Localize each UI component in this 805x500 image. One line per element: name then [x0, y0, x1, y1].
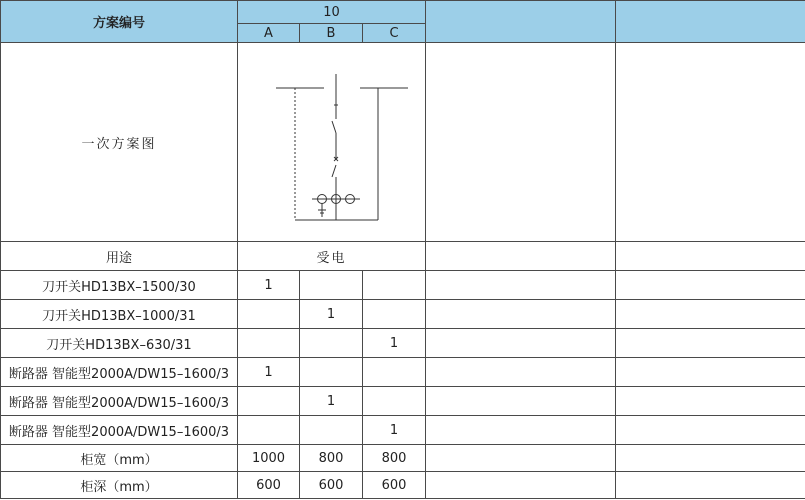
blank-cell	[616, 445, 805, 472]
blank-cell	[426, 387, 616, 416]
table-row	[1, 358, 805, 387]
cell-a	[238, 416, 300, 445]
header-blank-2	[616, 1, 805, 43]
row-label: 柜宽（mm）	[1, 445, 238, 472]
row-label: 刀开关HD13BX–1500/30	[1, 271, 238, 300]
cell-b: 1	[300, 387, 363, 416]
purpose-blank-1	[426, 242, 616, 271]
diagram-blank-1	[426, 43, 616, 242]
table-row	[1, 271, 805, 300]
scheme-label: 方案编号	[1, 1, 238, 43]
blank-cell	[616, 472, 805, 499]
header-blank-1	[426, 1, 616, 43]
purpose-label: 用途	[1, 242, 238, 271]
blank-cell	[616, 300, 805, 329]
row-label: 断路器 智能型2000A/DW15–1600/3	[1, 387, 238, 416]
diagram-blank-2	[616, 43, 805, 242]
single-line-diagram	[238, 47, 426, 237]
blank-cell	[616, 271, 805, 300]
diagram-row	[1, 43, 805, 242]
blank-cell	[426, 445, 616, 472]
breaker-blade	[332, 165, 336, 177]
diagram-cell	[238, 43, 426, 242]
blank-cell	[616, 387, 805, 416]
cell-c	[363, 387, 426, 416]
table-row	[1, 300, 805, 329]
cell-c: 800	[363, 445, 426, 472]
cell-a: 1	[238, 271, 300, 300]
row-label: 断路器 智能型2000A/DW15–1600/3	[1, 416, 238, 445]
table-row	[1, 387, 805, 416]
scheme-number: 10	[238, 1, 426, 24]
cell-b: 1	[300, 300, 363, 329]
blank-cell	[426, 300, 616, 329]
cell-c	[363, 358, 426, 387]
table-row	[1, 416, 805, 445]
cell-b: 800	[300, 445, 363, 472]
cell-a	[238, 387, 300, 416]
table-row	[1, 472, 805, 499]
blank-cell	[616, 329, 805, 358]
cell-c	[363, 300, 426, 329]
cell-b	[300, 271, 363, 300]
cell-c: 1	[363, 329, 426, 358]
row-label: 刀开关HD13BX–630/31	[1, 329, 238, 358]
blank-cell	[426, 271, 616, 300]
table-row	[1, 329, 805, 358]
cell-c	[363, 271, 426, 300]
column-c: C	[363, 24, 426, 43]
blank-cell	[426, 329, 616, 358]
diagram-label: 一次方案图	[1, 43, 238, 242]
row-label: 柜深（mm）	[1, 472, 238, 499]
purpose-row	[1, 242, 805, 271]
header-row-1	[1, 1, 805, 24]
blank-cell	[426, 472, 616, 499]
cell-c: 600	[363, 472, 426, 499]
column-a: A	[238, 24, 300, 43]
cell-b: 600	[300, 472, 363, 499]
cell-a: 1	[238, 358, 300, 387]
blank-cell	[616, 358, 805, 387]
cell-a	[238, 329, 300, 358]
blank-cell	[616, 416, 805, 445]
cell-b	[300, 329, 363, 358]
cell-b	[300, 416, 363, 445]
purpose-value: 受电	[238, 242, 426, 271]
cell-c: 1	[363, 416, 426, 445]
knife-switch-blade	[332, 121, 336, 133]
row-label: 断路器 智能型2000A/DW15–1600/3	[1, 358, 238, 387]
blank-cell	[426, 358, 616, 387]
row-label: 刀开关HD13BX–1000/31	[1, 300, 238, 329]
cell-a: 600	[238, 472, 300, 499]
cell-b	[300, 358, 363, 387]
column-b: B	[300, 24, 363, 43]
blank-cell	[426, 416, 616, 445]
cell-a: 1000	[238, 445, 300, 472]
cell-a	[238, 300, 300, 329]
purpose-blank-2	[616, 242, 805, 271]
table-row	[1, 445, 805, 472]
